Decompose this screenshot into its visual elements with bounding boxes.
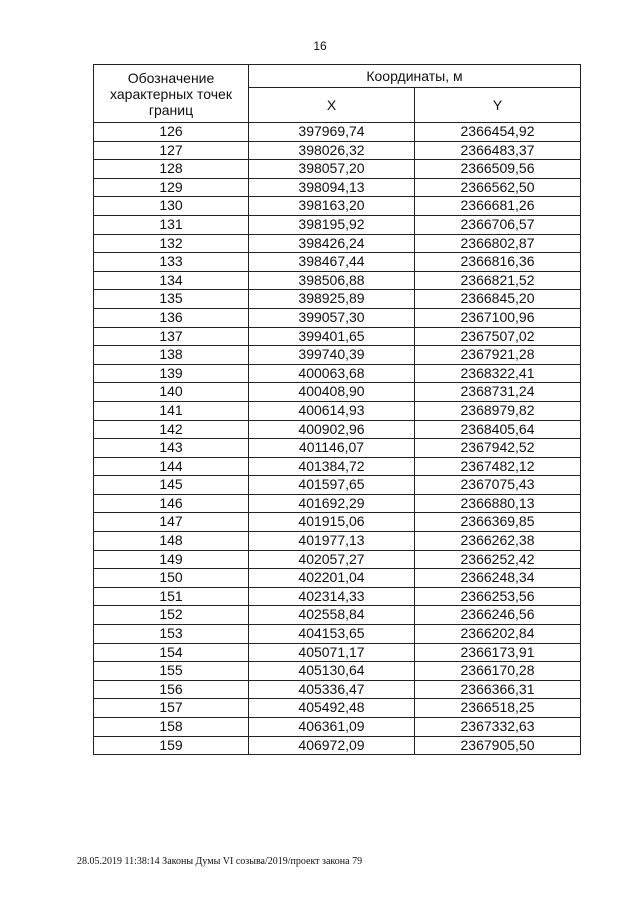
cell-x: 400614,93 xyxy=(249,401,415,420)
table-row xyxy=(94,625,581,644)
table-row xyxy=(94,550,581,569)
cell-point: 156 xyxy=(94,680,249,699)
cell-x: 405130,64 xyxy=(249,662,415,681)
table-row xyxy=(94,569,581,588)
cell-x: 401146,07 xyxy=(249,439,415,458)
cell-point: 130 xyxy=(94,197,249,216)
cell-point: 141 xyxy=(94,401,249,420)
cell-point: 152 xyxy=(94,606,249,625)
cell-point: 136 xyxy=(94,308,249,327)
header-coordinates-group: Координаты, м xyxy=(249,65,581,88)
cell-y: 2366170,28 xyxy=(415,662,581,681)
cell-point: 138 xyxy=(94,346,249,365)
cell-point: 127 xyxy=(94,141,249,160)
cell-point: 149 xyxy=(94,550,249,569)
table-row xyxy=(94,420,581,439)
cell-x: 401692,29 xyxy=(249,494,415,513)
cell-point: 150 xyxy=(94,569,249,588)
cell-point: 151 xyxy=(94,587,249,606)
cell-point: 154 xyxy=(94,643,249,662)
cell-x: 402057,27 xyxy=(249,550,415,569)
cell-x: 398057,20 xyxy=(249,160,415,179)
cell-y: 2367921,28 xyxy=(415,346,581,365)
header-point-designation xyxy=(94,65,249,123)
cell-y: 2366816,36 xyxy=(415,253,581,272)
table-row xyxy=(94,513,581,532)
cell-point: 158 xyxy=(94,718,249,737)
cell-point: 157 xyxy=(94,699,249,718)
cell-point: 133 xyxy=(94,253,249,272)
cell-x: 401915,06 xyxy=(249,513,415,532)
table-row xyxy=(94,327,581,346)
cell-point: 128 xyxy=(94,160,249,179)
cell-point: 129 xyxy=(94,178,249,197)
coordinates-table xyxy=(93,64,581,755)
cell-y: 2368979,82 xyxy=(415,401,581,420)
cell-y: 2366252,42 xyxy=(415,550,581,569)
cell-y: 2366845,20 xyxy=(415,290,581,309)
cell-x: 398925,89 xyxy=(249,290,415,309)
cell-y: 2367942,52 xyxy=(415,439,581,458)
table-row xyxy=(94,643,581,662)
cell-point: 126 xyxy=(94,123,249,142)
cell-y: 2366369,85 xyxy=(415,513,581,532)
table-row xyxy=(94,439,581,458)
table-header-row xyxy=(94,65,581,88)
table-row xyxy=(94,290,581,309)
cell-point: 143 xyxy=(94,439,249,458)
table-row xyxy=(94,197,581,216)
header-point-label: Обозначение характерных точек границ xyxy=(110,69,232,118)
table-row xyxy=(94,364,581,383)
cell-x: 399057,30 xyxy=(249,308,415,327)
cell-x: 401977,13 xyxy=(249,532,415,551)
table-row xyxy=(94,699,581,718)
cell-point: 142 xyxy=(94,420,249,439)
table-row xyxy=(94,383,581,402)
cell-y: 2367507,02 xyxy=(415,327,581,346)
cell-x: 398163,20 xyxy=(249,197,415,216)
cell-y: 2367905,50 xyxy=(415,736,581,755)
cell-x: 405336,47 xyxy=(249,680,415,699)
cell-x: 397969,74 xyxy=(249,123,415,142)
cell-y: 2368322,41 xyxy=(415,364,581,383)
cell-point: 148 xyxy=(94,532,249,551)
table-row xyxy=(94,271,581,290)
cell-x: 398467,44 xyxy=(249,253,415,272)
cell-point: 135 xyxy=(94,290,249,309)
cell-y: 2366802,87 xyxy=(415,234,581,253)
cell-y: 2367482,12 xyxy=(415,457,581,476)
cell-y: 2366246,56 xyxy=(415,606,581,625)
table-row xyxy=(94,308,581,327)
cell-y: 2366366,31 xyxy=(415,680,581,699)
cell-x: 399740,39 xyxy=(249,346,415,365)
footer-note: 28.05.2019 11:38:14 Законы Думы VI созыва/2019/проект закона 79 xyxy=(77,856,363,867)
cell-y: 2366202,84 xyxy=(415,625,581,644)
cell-point: 137 xyxy=(94,327,249,346)
cell-y: 2366454,92 xyxy=(415,123,581,142)
table-row xyxy=(94,234,581,253)
cell-y: 2366681,26 xyxy=(415,197,581,216)
cell-y: 2367332,63 xyxy=(415,718,581,737)
cell-x: 400063,68 xyxy=(249,364,415,383)
cell-x: 398026,32 xyxy=(249,141,415,160)
cell-point: 147 xyxy=(94,513,249,532)
cell-x: 402201,04 xyxy=(249,569,415,588)
cell-x: 404153,65 xyxy=(249,625,415,644)
cell-point: 146 xyxy=(94,494,249,513)
cell-x: 401384,72 xyxy=(249,457,415,476)
table-row xyxy=(94,160,581,179)
cell-point: 155 xyxy=(94,662,249,681)
cell-x: 398426,24 xyxy=(249,234,415,253)
table-row xyxy=(94,215,581,234)
table-row xyxy=(94,401,581,420)
cell-point: 139 xyxy=(94,364,249,383)
table-row xyxy=(94,476,581,495)
cell-x: 399401,65 xyxy=(249,327,415,346)
table-row xyxy=(94,662,581,681)
header-y: Y xyxy=(415,88,581,123)
cell-y: 2366262,38 xyxy=(415,532,581,551)
cell-y: 2368405,64 xyxy=(415,420,581,439)
page-number: 16 xyxy=(313,39,327,53)
cell-x: 398506,88 xyxy=(249,271,415,290)
table-row xyxy=(94,718,581,737)
cell-x: 401597,65 xyxy=(249,476,415,495)
cell-x: 400902,96 xyxy=(249,420,415,439)
cell-y: 2366173,91 xyxy=(415,643,581,662)
table-row xyxy=(94,494,581,513)
table-row xyxy=(94,253,581,272)
cell-y: 2366483,37 xyxy=(415,141,581,160)
cell-y: 2366253,56 xyxy=(415,587,581,606)
table-row xyxy=(94,123,581,142)
cell-point: 144 xyxy=(94,457,249,476)
table-row xyxy=(94,587,581,606)
table-row xyxy=(94,680,581,699)
cell-x: 405492,48 xyxy=(249,699,415,718)
cell-point: 134 xyxy=(94,271,249,290)
cell-y: 2366518,25 xyxy=(415,699,581,718)
cell-x: 406972,09 xyxy=(249,736,415,755)
cell-x: 405071,17 xyxy=(249,643,415,662)
table-row xyxy=(94,346,581,365)
cell-y: 2366248,34 xyxy=(415,569,581,588)
table-row xyxy=(94,457,581,476)
cell-point: 131 xyxy=(94,215,249,234)
cell-point: 145 xyxy=(94,476,249,495)
cell-x: 402558,84 xyxy=(249,606,415,625)
table-row xyxy=(94,141,581,160)
cell-point: 140 xyxy=(94,383,249,402)
header-x: X xyxy=(249,88,415,123)
cell-point: 153 xyxy=(94,625,249,644)
cell-y: 2366706,57 xyxy=(415,215,581,234)
table-row xyxy=(94,532,581,551)
cell-y: 2366509,56 xyxy=(415,160,581,179)
cell-x: 402314,33 xyxy=(249,587,415,606)
cell-y: 2366880,13 xyxy=(415,494,581,513)
table-row xyxy=(94,178,581,197)
cell-y: 2366562,50 xyxy=(415,178,581,197)
table-row xyxy=(94,606,581,625)
cell-point: 159 xyxy=(94,736,249,755)
cell-x: 398195,92 xyxy=(249,215,415,234)
cell-x: 400408,90 xyxy=(249,383,415,402)
cell-y: 2368731,24 xyxy=(415,383,581,402)
cell-y: 2367075,43 xyxy=(415,476,581,495)
coordinates-table-body xyxy=(94,65,581,755)
cell-point: 132 xyxy=(94,234,249,253)
table-row xyxy=(94,736,581,755)
cell-y: 2366821,52 xyxy=(415,271,581,290)
cell-x: 406361,09 xyxy=(249,718,415,737)
cell-x: 398094,13 xyxy=(249,178,415,197)
cell-y: 2367100,96 xyxy=(415,308,581,327)
